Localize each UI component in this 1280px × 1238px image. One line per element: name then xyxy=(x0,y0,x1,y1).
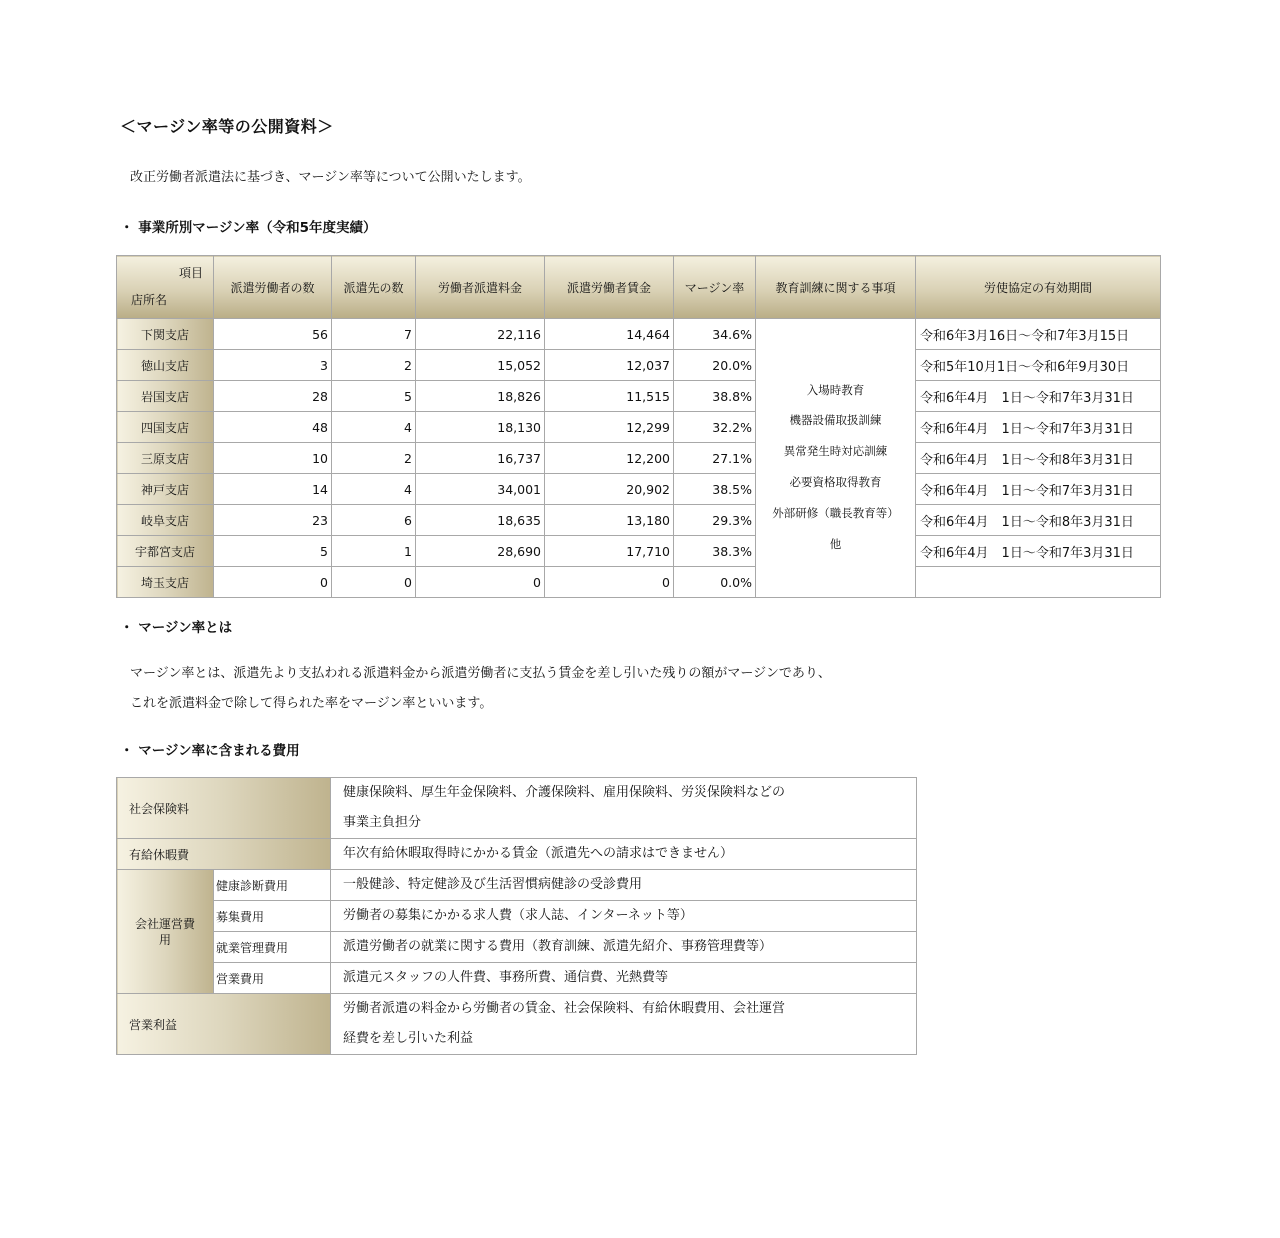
header-client-count: 派遣先の数 xyxy=(332,256,416,319)
cost-row-recruitment xyxy=(117,901,917,932)
cost-row-work-management xyxy=(117,932,917,963)
page-title: ＜マージン率等の公開資料＞ xyxy=(120,117,334,136)
corner-header xyxy=(117,256,214,319)
dispatch-fee-cell: 18,826 xyxy=(416,381,545,412)
table-row xyxy=(117,536,1161,567)
education-items-cell xyxy=(756,319,916,598)
cost-label-health-check: 健康診断費用 xyxy=(214,870,331,901)
section-heading-margin-definition: ・ マージン率とは xyxy=(120,620,233,636)
dispatch-fee-cell: 16,737 xyxy=(416,443,545,474)
intro-text: 改正労働者派遣法に基づき、マージン率等について公開いたします。 xyxy=(130,170,531,185)
worker-wage-cell: 17,710 xyxy=(545,536,674,567)
education-item: 機器設備取扱訓練 xyxy=(789,413,882,428)
agreement-period-cell: 令和6年4月 1日～令和7年3月31日 xyxy=(916,536,1161,567)
client-count-cell: 5 xyxy=(332,381,416,412)
cost-desc-work-management: 派遣労働者の就業に関する費用（教育訓練、派遣先紹介、事務管理費等） xyxy=(331,932,917,963)
dispatch-fee-cell: 28,690 xyxy=(416,536,545,567)
agreement-period-cell: 令和5年10月1日～令和6年9月30日 xyxy=(916,350,1161,381)
header-margin-rate: マージン率 xyxy=(674,256,756,319)
worker-count-cell: 5 xyxy=(214,536,332,567)
cost-label-paid-leave: 有給休暇費 xyxy=(117,839,331,870)
branch-name-cell: 埼玉支店 xyxy=(117,567,214,598)
definition-text-1: マージン率とは、派遣先より支払われる派遣料金から派遣労働者に支払う賃金を差し引いた残りの額がマージンであり、 xyxy=(130,666,831,681)
header-dispatch-fee: 労働者派遣料金 xyxy=(416,256,545,319)
margin-rate-cell: 38.3% xyxy=(674,536,756,567)
dispatch-fee-cell: 0 xyxy=(416,567,545,598)
dispatch-fee-cell: 18,130 xyxy=(416,412,545,443)
corner-header-branch: 店所名 xyxy=(131,293,168,307)
worker-wage-cell: 13,180 xyxy=(545,505,674,536)
margin-rate-cell: 29.3% xyxy=(674,505,756,536)
branch-name-cell: 徳山支店 xyxy=(117,350,214,381)
dispatch-fee-cell: 34,001 xyxy=(416,474,545,505)
table-row xyxy=(117,505,1161,536)
cost-label-work-management: 就業管理費用 xyxy=(214,932,331,963)
margin-rate-cell: 0.0% xyxy=(674,567,756,598)
agreement-period-cell: 令和6年4月 1日～令和8年3月31日 xyxy=(916,443,1161,474)
table-row xyxy=(117,319,1161,350)
client-count-cell: 7 xyxy=(332,319,416,350)
section-heading-branch-margin: ・ 事業所別マージン率（令和5年度実績） xyxy=(120,220,377,236)
client-count-cell: 4 xyxy=(332,412,416,443)
worker-count-cell: 23 xyxy=(214,505,332,536)
table-row xyxy=(117,350,1161,381)
cost-row-sales xyxy=(117,963,917,994)
cost-group-company-operation xyxy=(117,870,214,994)
agreement-period-cell xyxy=(916,567,1161,598)
header-education: 教育訓練に関する事項 xyxy=(756,256,916,319)
branch-name-cell: 岐阜支店 xyxy=(117,505,214,536)
agreement-period-cell: 令和6年4月 1日～令和7年3月31日 xyxy=(916,381,1161,412)
corner-header-item: 項目 xyxy=(178,266,203,280)
margin-rate-cell: 34.6% xyxy=(674,319,756,350)
cost-label-sales: 営業費用 xyxy=(214,963,331,994)
worker-wage-cell: 14,464 xyxy=(545,319,674,350)
cost-desc-operating-profit-line2: 経費を差し引いた利益 xyxy=(343,1031,474,1046)
client-count-cell: 4 xyxy=(332,474,416,505)
cost-desc-recruitment: 労働者の募集にかかる求人費（求人誌、インターネット等） xyxy=(331,901,917,932)
education-item: 他 xyxy=(829,536,842,551)
client-count-cell: 2 xyxy=(332,350,416,381)
cost-desc-social-insurance-line2: 事業主負担分 xyxy=(343,815,422,830)
cost-desc-social-insurance xyxy=(331,778,917,839)
cost-row-health-check xyxy=(117,870,917,901)
branch-name-cell: 岩国支店 xyxy=(117,381,214,412)
worker-count-cell: 28 xyxy=(214,381,332,412)
branch-name-cell: 神戸支店 xyxy=(117,474,214,505)
cost-desc-health-check: 一般健診、特定健診及び生活習慣病健診の受診費用 xyxy=(331,870,917,901)
cost-desc-paid-leave: 年次有給休暇取得時にかかる賃金（派遣先への請求はできません） xyxy=(331,839,917,870)
cost-desc-operating-profit-line1: 労働者派遣の料金から労働者の賃金、社会保険料、有給休暇費用、会社運営 xyxy=(343,1001,786,1016)
header-agreement-period: 労使協定の有効期間 xyxy=(916,256,1161,319)
client-count-cell: 2 xyxy=(332,443,416,474)
education-item: 異常発生時対応訓練 xyxy=(783,444,888,459)
definition-text-2: これを派遣料金で除して得られた率をマージン率といいます。 xyxy=(130,696,493,711)
dispatch-fee-cell: 22,116 xyxy=(416,319,545,350)
cost-label-operating-profit: 営業利益 xyxy=(117,994,331,1055)
margin-rate-cell: 38.5% xyxy=(674,474,756,505)
cost-row-paid-leave xyxy=(117,839,917,870)
branch-name-cell: 三原支店 xyxy=(117,443,214,474)
section-heading-included-costs: ・ マージン率に含まれる費用 xyxy=(120,743,300,759)
client-count-cell: 6 xyxy=(332,505,416,536)
cost-row-social-insurance xyxy=(117,778,917,839)
margin-rate-cell: 32.2% xyxy=(674,412,756,443)
cost-desc-sales: 派遣元スタッフの人件費、事務所費、通信費、光熱費等 xyxy=(331,963,917,994)
agreement-period-cell: 令和6年4月 1日～令和8年3月31日 xyxy=(916,505,1161,536)
client-count-cell: 1 xyxy=(332,536,416,567)
dispatch-fee-cell: 18,635 xyxy=(416,505,545,536)
cost-label-recruitment: 募集費用 xyxy=(214,901,331,932)
worker-count-cell: 0 xyxy=(214,567,332,598)
included-costs-table xyxy=(116,777,917,1055)
branch-name-cell: 四国支店 xyxy=(117,412,214,443)
cost-desc-operating-profit xyxy=(331,994,917,1055)
worker-wage-cell: 12,200 xyxy=(545,443,674,474)
worker-wage-cell: 11,515 xyxy=(545,381,674,412)
education-item: 入場時教育 xyxy=(806,382,865,397)
agreement-period-cell: 令和6年4月 1日～令和7年3月31日 xyxy=(916,474,1161,505)
worker-wage-cell: 12,299 xyxy=(545,412,674,443)
cost-group-company-operation-label: 会社運営費用 xyxy=(135,916,196,947)
client-count-cell: 0 xyxy=(332,567,416,598)
cost-desc-social-insurance-line1: 健康保険料、厚生年金保険料、介護保険料、雇用保険料、労災保険料などの xyxy=(343,785,786,800)
worker-count-cell: 3 xyxy=(214,350,332,381)
worker-count-cell: 48 xyxy=(214,412,332,443)
margin-rate-cell: 38.8% xyxy=(674,381,756,412)
header-worker-count: 派遣労働者の数 xyxy=(214,256,332,319)
cost-row-operating-profit xyxy=(117,994,917,1055)
agreement-period-cell: 令和6年3月16日～令和7年3月15日 xyxy=(916,319,1161,350)
header-worker-wage: 派遣労働者賃金 xyxy=(545,256,674,319)
table-row xyxy=(117,567,1161,598)
margin-rate-table xyxy=(116,255,1161,598)
worker-wage-cell: 0 xyxy=(545,567,674,598)
branch-name-cell: 宇都宮支店 xyxy=(117,536,214,567)
worker-wage-cell: 12,037 xyxy=(545,350,674,381)
worker-count-cell: 56 xyxy=(214,319,332,350)
table-row xyxy=(117,443,1161,474)
education-item: 必要資格取得教育 xyxy=(789,475,882,489)
dispatch-fee-cell: 15,052 xyxy=(416,350,545,381)
table-row xyxy=(117,412,1161,443)
education-item: 外部研修（職長教育等） xyxy=(772,505,899,520)
table-row xyxy=(117,474,1161,505)
cost-label-social-insurance: 社会保険料 xyxy=(117,778,331,839)
margin-rate-cell: 20.0% xyxy=(674,350,756,381)
branch-name-cell: 下関支店 xyxy=(117,319,214,350)
margin-rate-cell: 27.1% xyxy=(674,443,756,474)
agreement-period-cell: 令和6年4月 1日～令和7年3月31日 xyxy=(916,412,1161,443)
worker-wage-cell: 20,902 xyxy=(545,474,674,505)
table-row xyxy=(117,381,1161,412)
worker-count-cell: 14 xyxy=(214,474,332,505)
worker-count-cell: 10 xyxy=(214,443,332,474)
